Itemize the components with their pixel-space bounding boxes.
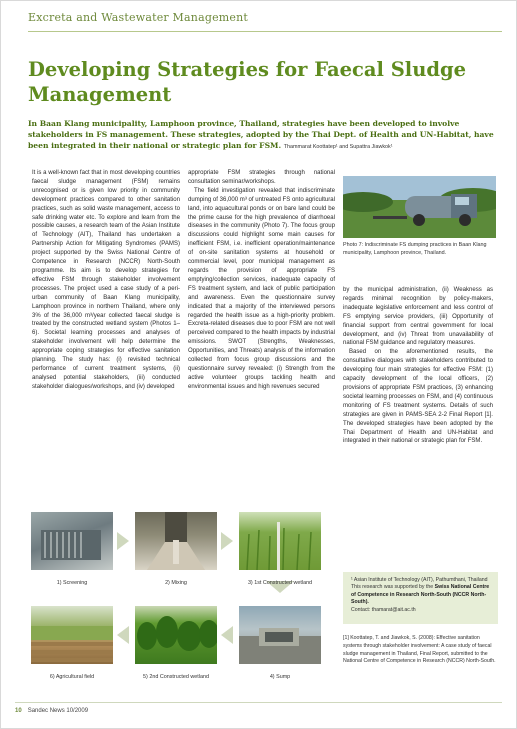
arrow-left-icon (117, 626, 129, 644)
body-column-3 (343, 286, 493, 446)
page-number: 10 (15, 708, 22, 714)
photo-caption: 6) Agricultural field (49, 674, 95, 680)
reference: [1] Koottatep, T. and Jiawkok, S. (2008): Effective sanitation systems through stakeholder involvement: A case study of faecal sludge management in Thailand, Final Report, submitted to the National Centre of Competence in Research (NCCR) North-South. (343, 635, 496, 665)
paragraph: The field investigation revealed that indiscriminate dumping of 36,000 m³ of untreated FS onto agricultural land, into aquacultural ponds or on bare land could be the prime cause for the high prevalence of diarrhoeal diseases in the community (Photo 7). The focus group discussions could highlight some main causes for inefficient FSM, i.e. inefficient operation/maintenance of on-site sanitation systems at household or commercial level, poor municipal management as regards the provision of appropriate FS emptying/collection services, inadequate capacity of FS treatment system, and lack of public participation and awareness. Even the questionnaire survey indicated that a majority of the interviewed persons regarded the health issue as a high-priority problem. Excreta-related diseases due to poor FSM are not well perceived compared to the health impacts by industrial emissions. SWOT (Strengths, Weaknesses, Opportunities, and Threats) analysis of the information collected from focus group discussions and the questionnaire survey revealed: (i) Strength from the active volunteer groups tackling health and environmental issues and high revenues secured (188, 187, 335, 390)
photo-sump (239, 606, 321, 664)
photo-agricultural-field (31, 606, 113, 664)
lead-text: In Baan Klang municipality, Lamphoon province, Thailand, strategies have been developed to involve stakeholders in FS management. These strategies, adopted by the Thai Dept. of Health and UN-Habitat, have been integrated in their national or strategic plan for FSM. (28, 119, 494, 150)
photo-mixing (135, 512, 217, 570)
support-line: This research was supported by the Swiss National Centre of Competence in Research North-South (NCCR North-South). (351, 584, 490, 606)
body-column-2 (188, 169, 335, 392)
photo-caption: 2) Mixing (165, 580, 187, 586)
affiliation-note (343, 572, 498, 624)
photo-caption: 5) 2nd Constructed wetland (143, 674, 209, 680)
photo-7-caption: Photo 7: Indiscriminate FS dumping practices in Baan Klang municipality, Lamphoon province, Thailand. (343, 242, 487, 256)
arrow-right-icon (221, 532, 233, 550)
article-title: Developing Strategies for Faecal Sludge Management (28, 58, 467, 106)
section-header: Excreta and Wastewater Management (28, 11, 249, 24)
photo-7-fs-dumping (343, 176, 496, 238)
body-column-1 (32, 169, 180, 392)
photo-constructed-wetland-1 (239, 512, 321, 570)
photo-screening (31, 512, 113, 570)
article-lead (28, 118, 504, 153)
arrow-right-icon (117, 532, 129, 550)
support-org: Swiss National Centre of Competence in Research North-South (NCCR North-South). (351, 584, 490, 606)
photo-constructed-wetland-2 (135, 606, 217, 664)
contact: Contact: thamarat@ait.ac.th (351, 606, 416, 613)
photo-caption: 3) 1st Constructed wetland (247, 580, 313, 586)
affiliation: ¹ Asian Institute of Technology (AIT), Pathumthani, Thailand (351, 577, 488, 583)
paragraph: It is a well-known fact that in most developing countries faecal sludge management (FSM) remains unrecognised or is given low priority in community development practices compared to other sanitation practices, such as solid waste management, access to safe drinking water etc. To explore and learn from the possible causes, a research team of the Asian Institute of Technology (AIT), Thailand has undertaken a Partnership Action for Mitigating Syndromes (PAMS) project supported by the Swiss National Centre of Competence in Research (NCCR) North-South programme. Its aim is to develop strategies for effective FSM through stakeholder involvement processes. The project used a case study of a peri-urban community of Baan Klang municipality, Lamphoon province in northern Thailand, where only 3% of the 36,000 m³/year collected faecal sludge is treated by the constructed wetland system (Photos 1–6). Societal learning processes and analyses of stakeholder involvement will help determine the appropriate coping strategies for effective sanitation planning. The study has: (i) revisited technical performance of current treatment systems, (ii) analysed potential stakeholders, (iii) conducted stakeholder dialogues/workshops, and (iv) developed (32, 170, 180, 390)
header-rule (28, 31, 502, 32)
page-footer (15, 708, 88, 714)
photo-caption: 4) Sump (269, 674, 291, 680)
authors: Thammarat Koottatep¹ and Supattra Jiawkok¹ (283, 144, 393, 150)
paragraph: appropriate FSM strategies through national consultation seminar/workshops. (188, 170, 335, 185)
truck-illustration (343, 176, 496, 238)
arrow-left-icon (221, 626, 233, 644)
paragraph: Based on the aforementioned results, the consultative dialogues with stakeholders contributed to developing four main strategies for effective FSM: (1) capacity development of the local officers, (2) provisions of appropriate FSM practices, (3) enhancing societal learning processes on FSM, and (4) continuous monitoring of FS treatment systems. Details of such strategies are given in PAMS-SEA 2-2 Final Report [1]. The developed strategies have been adopted by the Thai Department of Health and UN-Habitat and integrated in their national or strategic plan for FSM. (343, 349, 493, 445)
publication: Sandec News 10/2009 (27, 708, 89, 714)
photo-caption: 1) Screening (56, 580, 88, 586)
paragraph: by the municipal administration, (ii) Weakness as regards minimal recognition by policy-makers, inadequate legislative enforcement and less control of FS emptying service providers, (iii) Opportunity of financial support from central government for local development, and (iv) Threat from unavailability of national FSM guidance and regulatory measures. (343, 287, 493, 347)
footer-rule (15, 702, 502, 703)
